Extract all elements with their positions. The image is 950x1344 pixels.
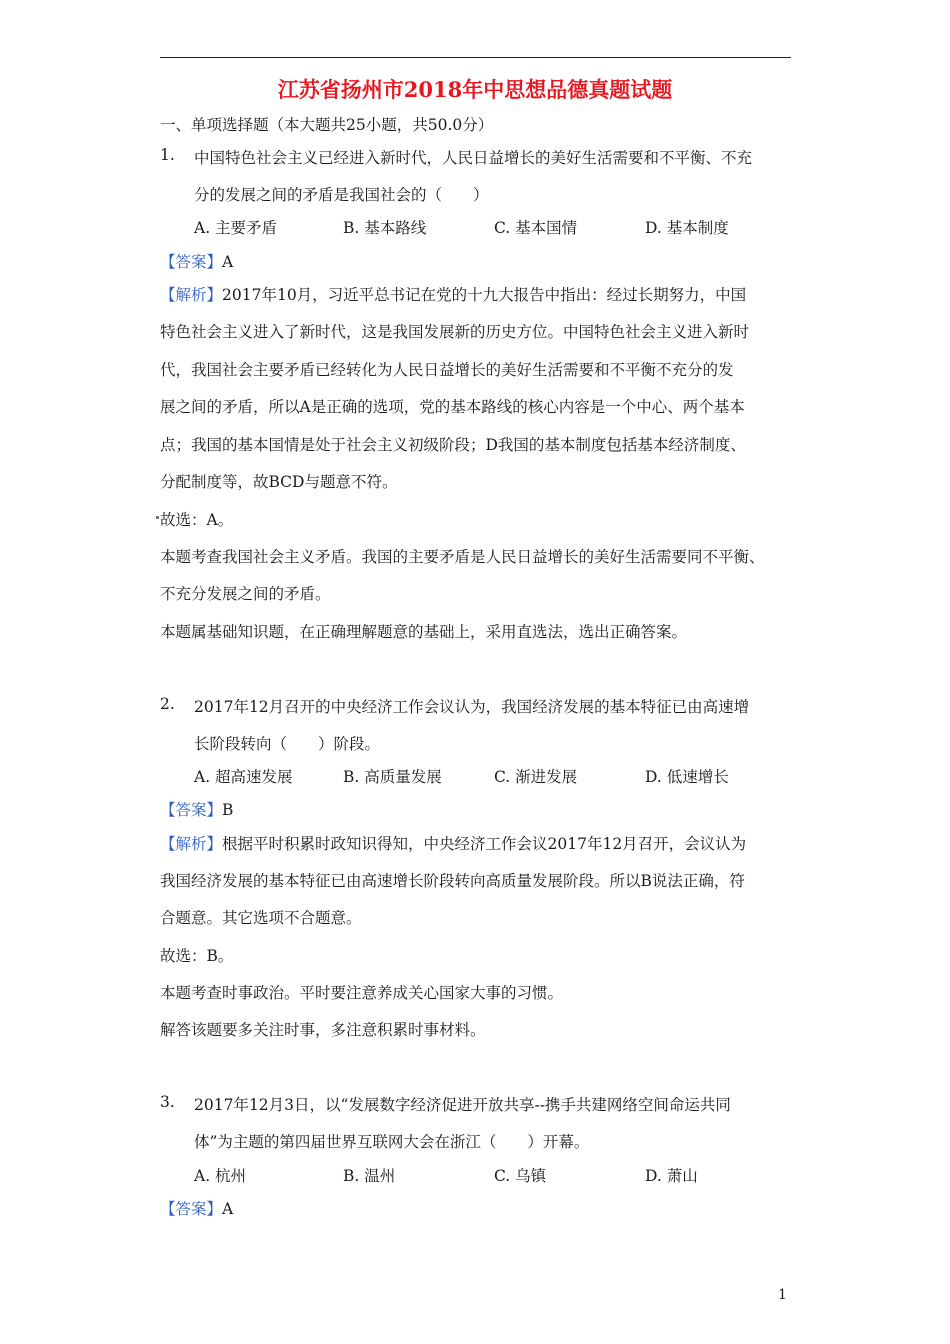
answer-value: A [222,1200,234,1218]
analysis-line: 点；我国的基本国情是处于社会主义初级阶段；D我国的基本制度包括基本经济制度、 [160,436,746,454]
option-c: C. 基本国情 [494,219,578,237]
analysis-line: 特色社会主义进入了新时代，这是我国发展新的历史方位。中国特色社会主义进入新时 [160,323,750,341]
question-2-stem: 长阶段转向（ ）阶段。 [194,735,381,753]
analysis-line: 根据平时积累时政知识得知，中央经济工作会议2017年12月召开，会议认为 [222,835,747,853]
analysis-line: 展之间的矛盾，所以A是正确的选项，党的基本路线的核心内容是一个中心、两个基本 [160,398,745,416]
question-1-answer [160,250,233,272]
analysis-line: 代，我国社会主要矛盾已经转化为人民日益增长的美好生活需要和不平衡不充分的发 [160,361,734,379]
section-heading: 一、单项选择题（本大题共25小题，共50.0分） [160,116,494,134]
option-a: A. 超高速发展 [194,768,293,786]
question-1-analysis [160,283,746,305]
option-b: B. 温州 [343,1167,396,1185]
question-1-number: 1. [160,146,175,164]
question-2-analysis [160,832,746,854]
analysis-line: 我国经济发展的基本特征已由高速增长阶段转向高质量发展阶段。所以B说法正确，符 [160,872,745,890]
header-rule [160,57,791,58]
margin-dot [156,516,159,519]
question-2-note: 本题考查时事政治。平时要注意养成关心国家大事的习惯。 [160,984,564,1002]
page-number: 1 [778,1287,787,1303]
analysis-tag: 【解析】 [160,286,223,304]
option-d: D. 基本制度 [645,219,729,237]
question-2-answer [160,798,233,820]
question-1-note: 本题考查我国社会主义矛盾。我国的主要矛盾是人民日益增长的美好生活需要同不平衡、 [160,548,765,566]
document-title: 江苏省扬州市2018年中思想品德真题试题 [277,77,673,102]
question-2-stem: 2017年12月召开的中央经济工作会议认为，我国经济发展的基本特征已由高速增 [194,698,750,716]
answer-value: B [222,801,234,819]
question-2-choice: 故选：B。 [160,947,234,965]
question-3-number: 3. [160,1093,175,1111]
question-1-stem: 中国特色社会主义已经进入新时代，人民日益增长的美好生活需要和不平衡、不充 [194,149,753,167]
question-1-stem: 分的发展之间的矛盾是我国社会的（ ） [194,186,489,204]
analysis-line: 分配制度等，故BCD与题意不符。 [160,473,398,491]
option-a: A. 杭州 [194,1167,247,1185]
analysis-line: 合题意。其它选项不合题意。 [160,909,362,927]
question-1-note: 不充分发展之间的矛盾。 [160,585,331,603]
answer-value: A [222,253,234,271]
question-2-number: 2. [160,695,175,713]
answer-tag: 【答案】 [160,801,223,819]
option-c: C. 乌镇 [494,1167,547,1185]
analysis-line: 2017年10月，习近平总书记在党的十九大报告中指出：经过长期努力，中国 [222,286,747,304]
question-2-note: 解答该题要多关注时事，多注意积累时事材料。 [160,1021,486,1039]
option-b: B. 基本路线 [343,219,427,237]
answer-tag: 【答案】 [160,1200,223,1218]
question-3-stem: 2017年12月3日，以“发展数字经济促进开放共享--携手共建网络空间命运共同 [194,1096,731,1114]
question-1-choice: 故选：A。 [160,511,234,529]
option-d: D. 萧山 [645,1167,698,1185]
question-3-stem: 体”为主题的第四届世界互联网大会在浙江（ ）开幕。 [194,1133,590,1151]
answer-tag: 【答案】 [160,253,223,271]
analysis-tag: 【解析】 [160,835,223,853]
option-d: D. 低速增长 [645,768,729,786]
option-b: B. 高质量发展 [343,768,442,786]
option-a: A. 主要矛盾 [194,219,278,237]
option-c: C. 渐进发展 [494,768,578,786]
question-3-answer [160,1197,233,1219]
question-1-note: 本题属基础知识题，在正确理解题意的基础上，采用直选法，选出正确答案。 [160,623,688,641]
